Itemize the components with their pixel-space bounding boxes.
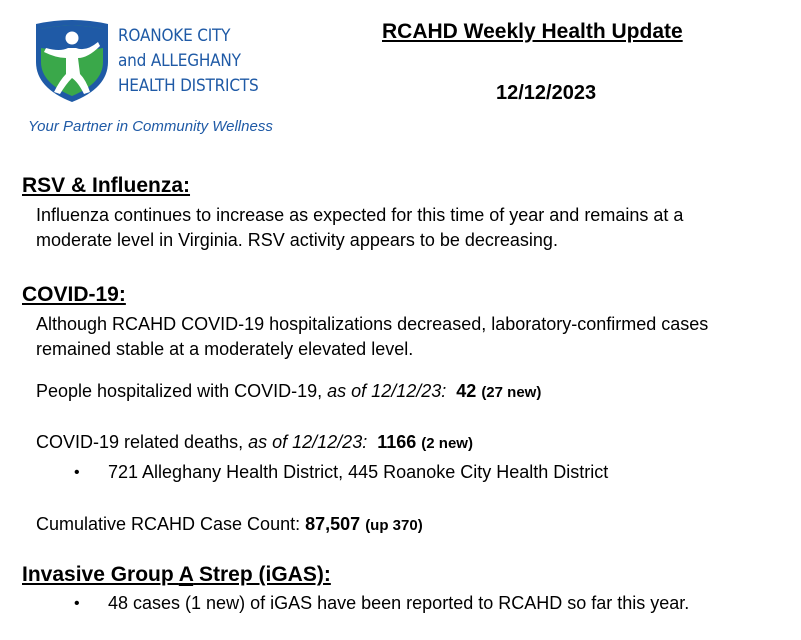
org-name-line2: and ALLEGHANY	[118, 51, 241, 71]
deaths-new: (2 new)	[421, 435, 473, 452]
covid-text-line2: remained stable at a moderately elevated level.	[36, 339, 414, 359]
shield-logo-icon	[32, 18, 112, 104]
rsv-text-line1: Influenza continues to increase as expected for this time of year and remains at a	[36, 205, 684, 225]
igas-heading	[22, 563, 331, 587]
rsv-heading: RSV & Influenza:	[22, 174, 191, 197]
covid-heading: COVID-19:	[22, 283, 126, 306]
tagline: Your Partner in Community Wellness	[28, 118, 273, 135]
hospitalized-value: 42	[456, 381, 477, 401]
hospitalized-asof: as of 12/12/23:	[327, 381, 447, 401]
org-name-line1: ROANOKE CITY	[118, 26, 231, 46]
hospitalized-label: People hospitalized with COVID-19,	[36, 381, 328, 401]
deaths-value: 1166	[377, 432, 417, 452]
logo	[28, 18, 308, 138]
deaths-line	[36, 430, 473, 456]
bullet-icon: •	[74, 464, 80, 481]
case-count-value: 87,507	[305, 514, 361, 534]
case-count-line	[36, 512, 423, 538]
igas-heading-pre: Invasive Group	[22, 563, 179, 586]
bullet-icon: •	[74, 595, 80, 612]
hospitalized-line	[36, 379, 541, 405]
igas-heading-a: A	[178, 563, 194, 586]
rsv-text-line2: moderate level in Virginia. RSV activity appears to be decreasing.	[36, 230, 558, 250]
deaths-asof: as of 12/12/23:	[248, 432, 368, 452]
igas-heading-post: Strep (iGAS):	[193, 563, 331, 586]
deaths-breakdown: 721 Alleghany Health District, 445 Roanoke City Health District	[108, 462, 609, 482]
page-title: RCAHD Weekly Health Update	[382, 20, 683, 43]
case-count-up: (up 370)	[365, 517, 423, 534]
org-name	[118, 24, 259, 99]
case-count-label: Cumulative RCAHD Case Count:	[36, 514, 306, 534]
covid-text-line1: Although RCAHD COVID-19 hospitalizations decreased, laboratory-confirmed cases	[36, 314, 709, 334]
hospitalized-new: (27 new)	[481, 384, 542, 401]
org-name-line3: HEALTH DISTRICTS	[118, 76, 259, 96]
deaths-label: COVID-19 related deaths,	[36, 432, 249, 452]
igas-text: 48 cases (1 new) of iGAS have been reported to RCAHD so far this year.	[108, 593, 690, 613]
report-date: 12/12/2023	[496, 82, 597, 104]
